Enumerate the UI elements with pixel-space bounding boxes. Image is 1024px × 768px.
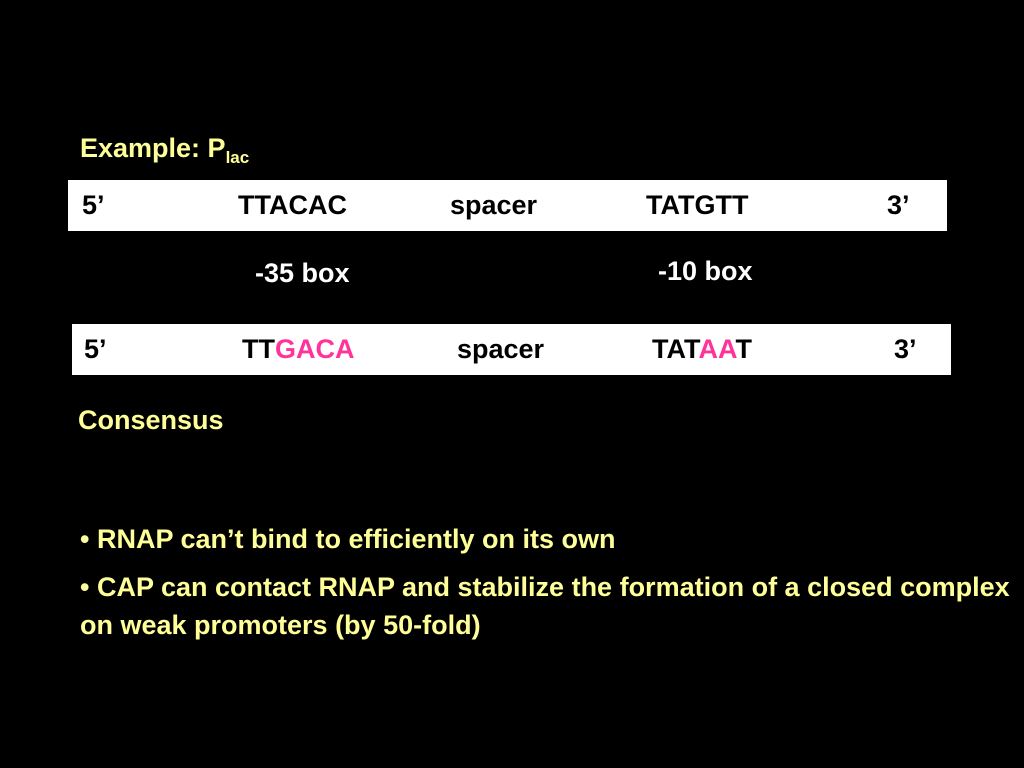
minus35-plain: TT bbox=[242, 334, 275, 364]
minus10-sequence: TATGTT bbox=[646, 190, 749, 220]
consensus-sequence-row bbox=[72, 324, 951, 375]
minus35-highlight: GACA bbox=[275, 334, 355, 364]
slide-title bbox=[80, 128, 249, 178]
minus10-plain-end: T bbox=[735, 334, 752, 364]
bullet-item: • CAP can contact RNAP and stabilize the formation of a closed complex on weak promoters (by 50-fold) bbox=[80, 572, 1010, 640]
plac-sequence-row bbox=[68, 180, 947, 231]
spacer-label: spacer bbox=[457, 334, 545, 364]
minus35-box-label: -35 box bbox=[255, 258, 350, 288]
minus10-consensus bbox=[652, 324, 752, 375]
three-prime-end: 3’ bbox=[887, 190, 910, 220]
three-prime-end: 3’ bbox=[894, 334, 917, 364]
spacer-label: spacer bbox=[450, 190, 538, 220]
title-subscript: lac bbox=[225, 148, 250, 167]
minus10-highlight: AA bbox=[698, 334, 736, 364]
minus10-plain-start: TAT bbox=[652, 334, 699, 364]
bullet-item: • RNAP can’t bind to efficiently on its own bbox=[80, 524, 616, 554]
bullet-list bbox=[80, 520, 1010, 654]
minus35-consensus bbox=[242, 324, 355, 375]
title-text: Example: P bbox=[80, 133, 226, 163]
five-prime-end: 5’ bbox=[82, 190, 105, 220]
minus35-sequence: TTACAC bbox=[238, 190, 347, 220]
five-prime-end: 5’ bbox=[84, 334, 107, 364]
minus10-box-label: -10 box bbox=[658, 256, 753, 286]
consensus-label: Consensus bbox=[78, 405, 224, 435]
